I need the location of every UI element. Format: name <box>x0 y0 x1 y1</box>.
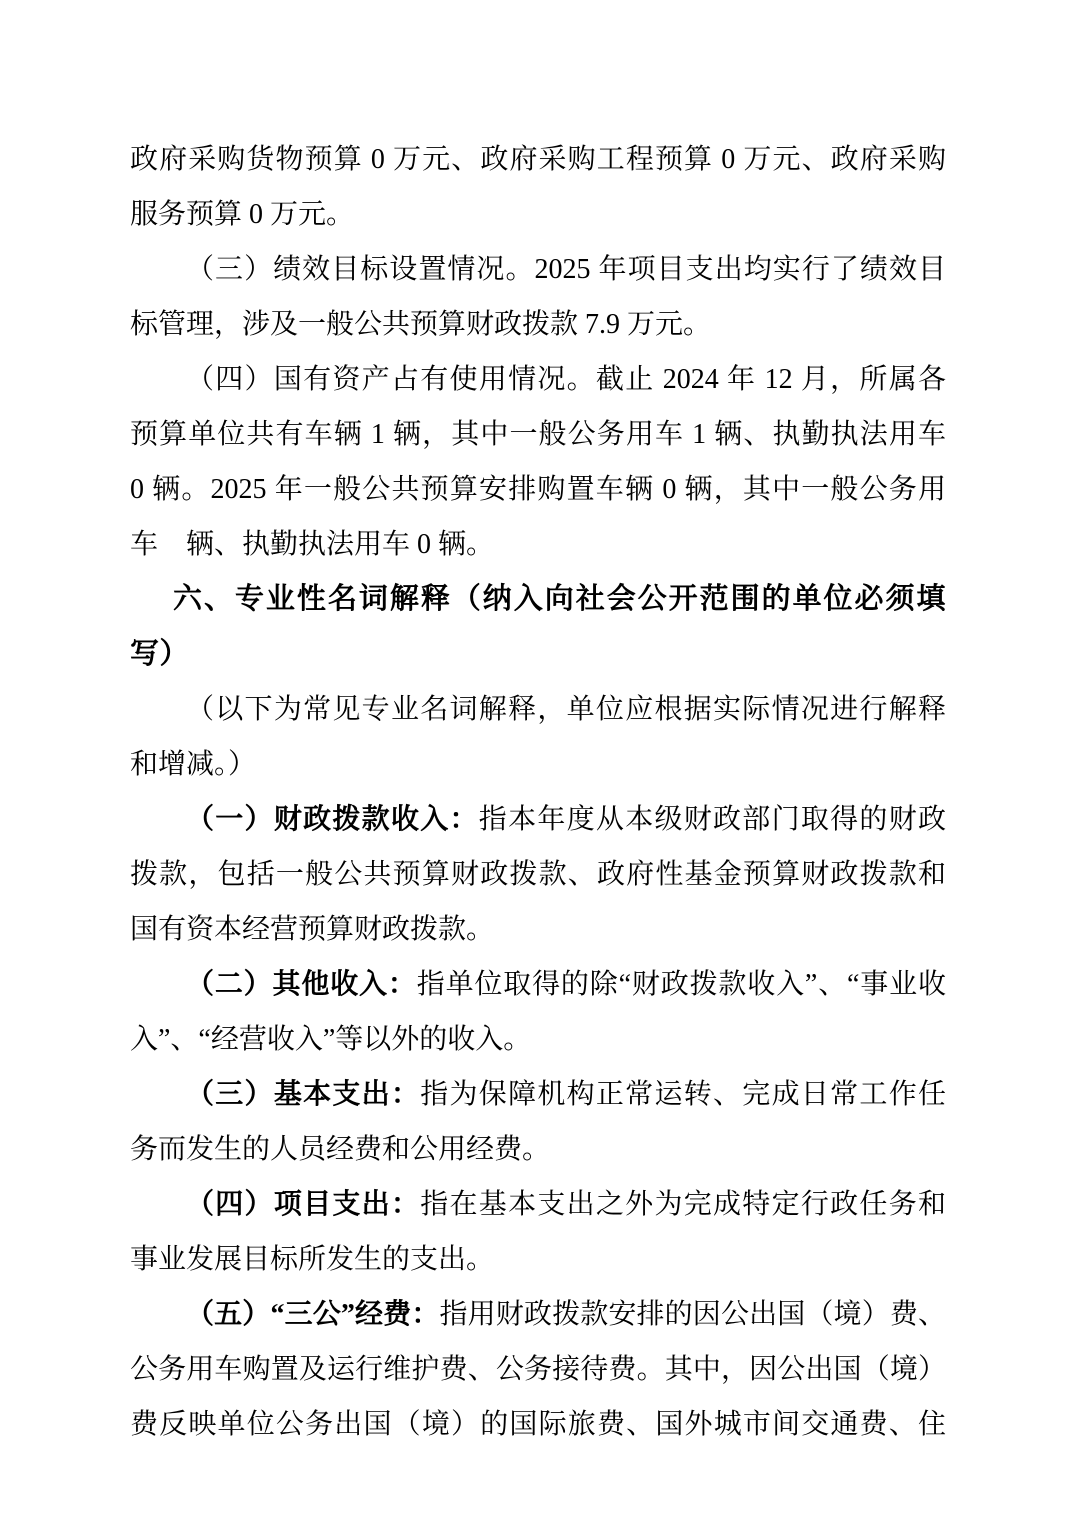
doc-line: 和增减。） <box>130 749 257 780</box>
doc-line: 费反映单位公务出国（境）的国际旅费、国外城市间交通费、住 <box>130 1409 946 1440</box>
doc-line: （四）国有资产占有使用情况。截止 2024 年 12 月，所属各 <box>186 364 946 395</box>
doc-line: 国有资本经营预算财政拨款。 <box>130 914 495 945</box>
doc-line-term-definition <box>130 1067 946 1122</box>
doc-line: 公务用车购置及运行维护费、公务接待费。其中，因公出国（境） <box>130 1354 946 1385</box>
term-label: （四）项目支出： <box>186 1189 421 1220</box>
term-definition-text: 指本年度从本级财政部门取得的财政 <box>478 804 946 835</box>
doc-line: 事业发展目标所发生的支出。 <box>130 1244 495 1275</box>
doc-line: （三）绩效目标设置情况。2025 年项目支出均实行了绩效目 <box>186 254 946 285</box>
term-label: （一）财政拨款收入： <box>186 804 479 835</box>
term-definition-text: 指为保障机构正常运转、完成日常工作任 <box>420 1079 946 1110</box>
term-definition-text: 指单位取得的除“财政拨款收入”、“事业收 <box>416 969 946 1000</box>
term-label: （五）“三公”经费： <box>186 1299 440 1330</box>
doc-line: 拨款，包括一般公共预算财政拨款、政府性基金预算财政拨款和 <box>130 859 946 890</box>
doc-line-term-definition <box>130 1287 946 1342</box>
term-label: （二）其他收入： <box>186 969 417 1000</box>
doc-line-term-definition <box>130 792 946 847</box>
term-definition-text: 指在基本支出之外为完成特定行政任务和 <box>420 1189 946 1220</box>
term-definition-text: 指用财政拨款安排的因公出国（境）费、 <box>439 1299 946 1330</box>
section-heading: 六、专业性名词解释（纳入向社会公开范围的单位必须填写） <box>130 583 946 670</box>
doc-line: 标管理，涉及一般公共预算财政拨款 7.9 万元。 <box>130 309 712 340</box>
doc-line: 政府采购货物预算 0 万元、政府采购工程预算 0 万元、政府采购 <box>130 144 946 175</box>
term-label: （三）基本支出： <box>186 1079 421 1110</box>
doc-line: 0 辆。2025 年一般公共预算安排购置车辆 0 辆，其中一般公务用 <box>130 474 946 505</box>
doc-line: 服务预算 0 万元。 <box>130 199 355 230</box>
doc-line: 务而发生的人员经费和公用经费。 <box>130 1134 551 1165</box>
document-body <box>130 132 946 1452</box>
doc-line: 入”、“经营收入”等以外的收入。 <box>130 1024 532 1055</box>
doc-line: 车 辆、执勤执法用车 0 辆。 <box>130 529 495 560</box>
doc-line: （以下为常见专业名词解释，单位应根据实际情况进行解释 <box>186 694 946 725</box>
doc-line-term-definition <box>130 957 946 1012</box>
doc-line-term-definition <box>130 1177 946 1232</box>
doc-line: 预算单位共有车辆 1 辆，其中一般公务用车 1 辆、执勤执法用车 <box>130 419 946 450</box>
